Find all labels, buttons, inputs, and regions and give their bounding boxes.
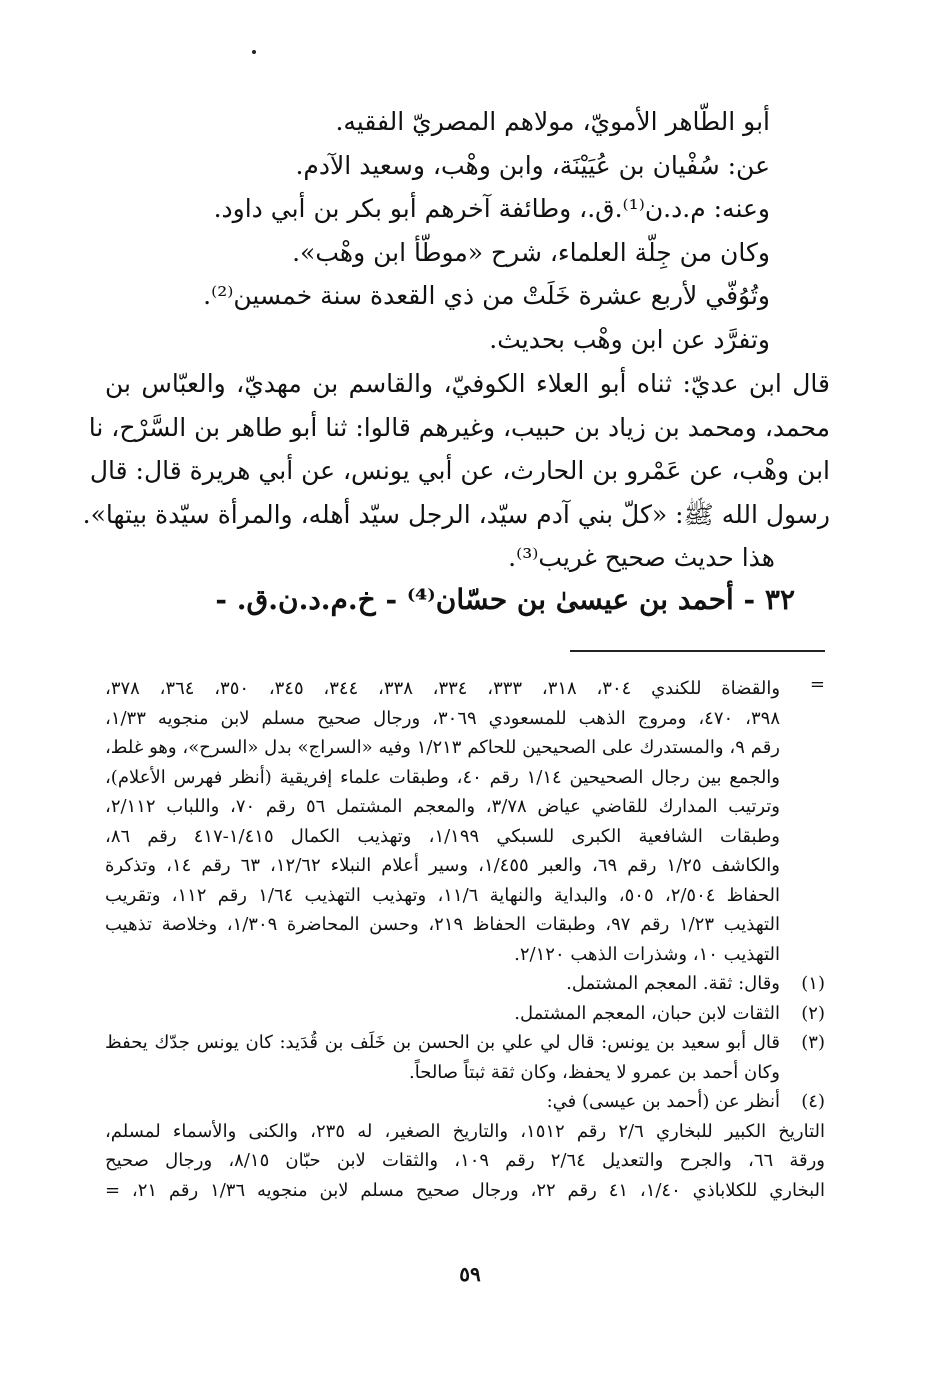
footnote-line: وكان أحمد بن عمرو لا يحفظ، وكان ثقة ثبتاً صالحاً.	[409, 1061, 780, 1083]
footnote-line: قال أبو سعيد بن يونس: قال لي علي بن الحسن بن خَلَف بن قُدَيد: كان يونس جدّك يحفظ	[105, 1032, 780, 1053]
footnote-number: (٣)	[801, 1032, 825, 1053]
paragraph-line: محمد، ومحمد بن زياد بن حبيب، وغيرهم قالوا: ثنا أبو طاهر بن السَّرْح، نا	[88, 412, 830, 442]
entry-line: أبو الطّاهر الأمويّ، مولاهم المصريّ الفقيه.	[335, 107, 770, 136]
footnote-line: وقال: ثقة. المعجم المشتمل.	[566, 973, 780, 994]
page-number: ٥٩	[459, 1262, 481, 1286]
footnote-line: ٣٩٨، ٤٧٠، ومروج الذهب للمسعودي ٣٠٦٩، ورجال صحيح مسلم لابن منجويه ١/٣٣،	[105, 707, 780, 729]
footnote-2	[105, 999, 825, 1029]
footnote-number: (١)	[801, 973, 825, 994]
entry-line: وتفرَّد عن ابن وهْب بحديث.	[489, 324, 770, 354]
footnote-divider	[570, 650, 825, 652]
footnote-1	[105, 969, 825, 999]
entry-heading: ٣٢ - أحمد بن عيسىٰ بن حسّان⁽⁴⁾ - خ.م.د.ن.ق. -	[215, 583, 795, 616]
paragraph-line: رسول الله ﷺ: «كلّ بني آدم سيّد، الرجل سيّد أهله، والمرأة سيّدة بيتها».	[82, 499, 830, 529]
footnote-line: التهذيب ١٠، وشذرات الذهب ٢/١٢٠.	[514, 943, 780, 965]
footnote-line: الحفاظ ٢/٥٠٤، ٥٠٥، والبداية والنهاية ١١/٦، وتهذيب التهذيب ١/٦٤ رقم ١١٢، وتقريب	[105, 884, 781, 906]
entry-line: وعنه: م.د.ن⁽¹⁾.ق.، وطائفة آخرهم أبو بكر بن أبي داود.	[213, 194, 770, 223]
continuation-marker: =	[809, 674, 825, 695]
footnote-line: الثقات لابن حبان، المعجم المشتمل.	[514, 1002, 780, 1024]
footnote-line: والقضاة للكندي ٣٠٤، ٣١٨، ٣٣٣، ٣٣٤، ٣٣٨، ٣٤٤، ٣٤٥، ٣٥٠، ٣٦٤، ٣٧٨،	[105, 678, 781, 699]
footnote-line: والجمع بين رجال الصحيحين ١/١٤ رقم ٤٠، وطبقات علماء إفريقية (أنظر فهرس الأعلام)،	[105, 766, 780, 788]
paragraph-line: قال ابن عديّ: ثناه أبو العلاء الكوفيّ، والقاسم بن مهديّ، والعبّاس بن	[105, 369, 830, 398]
continued-footnote	[105, 674, 825, 969]
entry-line: عن: سُفْيان بن عُيَيْنَة، وابن وهْب، وسعيد الآدم.	[295, 150, 770, 180]
footnote-line: البخاري للكلاباذي ١/٤٠، ٤١ رقم ٢٢، ورجال صحيح مسلم لابن منجويه ١/٣٦ رقم ٢١، =	[105, 1179, 826, 1201]
entry-line: وكان من جِلّة العلماء، شرح «موطّأ ابن وهْب».	[292, 237, 770, 267]
footnote-line: ورقة ٦٦، والجرح والتعديل ٢/٦٤ رقم ١٠٩، والثقات لابن حبّان ٨/١٥، ورجال صحيح	[105, 1150, 825, 1171]
footnotes-section	[105, 674, 825, 1205]
footnote-line: التهذيب ١/٢٣ رقم ٩٧، وطبقات الحفاظ ٢١٩، وحسن المحاضرة ١/٣٠٩، وخلاصة تذهيب	[105, 914, 780, 935]
footnote-line: وطبقات الشافعية الكبرى للسبكي ١/١٩٩، وتهذيب الكمال ١/٤١٥-٤١٧ رقم ٨٦،	[105, 825, 780, 847]
footnote-number: (٢)	[801, 1002, 825, 1024]
footnote-line: وترتيب المدارك للقاضي عياض ٣/٧٨، والمعجم المشتمل ٥٦ رقم ٧٠، واللباب ٢/١١٢،	[105, 796, 780, 817]
footnote-4	[105, 1087, 825, 1205]
paragraph-line: ابن وهْب، عن عَمْرو بن الحارث، عن أبي يونس، عن أبي هريرة قال: قال	[89, 456, 830, 485]
paragraph-line: هذا حديث صحيح غريب⁽³⁾.	[508, 543, 775, 572]
hadith-paragraph	[82, 362, 830, 580]
biography-entry	[150, 100, 770, 361]
footnote-line: رقم ٩، والمستدرك على الصحيحين للحاكم ١/٢١٣ وفيه «السراج» بدل «السرح»، وهو غلط،	[105, 737, 781, 758]
footnote-line: التاريخ الكبير للبخاري ٢/٦ رقم ١٥١٢، والتاريخ الصغير، له ٢٣٥، والكنى والأسماء لمسلم،	[105, 1120, 826, 1142]
entry-line: وتُوُفّي لأربع عشرة خَلَتْ من ذي القعدة سنة خمسين⁽²⁾.	[203, 281, 770, 310]
ink-speck	[252, 50, 256, 54]
footnote-line: أنظر عن (أحمد بن عيسى) في:	[546, 1091, 780, 1112]
footnote-line: والكاشف ١/٢٥ رقم ٦٩، والعبر ١/٤٥٥، وسير أعلام النبلاء ١٢/٦٢، ٦٣ رقم ١٤، وتذكرة	[105, 855, 780, 876]
footnote-3	[105, 1028, 825, 1087]
footnote-number: (٤)	[801, 1091, 825, 1112]
